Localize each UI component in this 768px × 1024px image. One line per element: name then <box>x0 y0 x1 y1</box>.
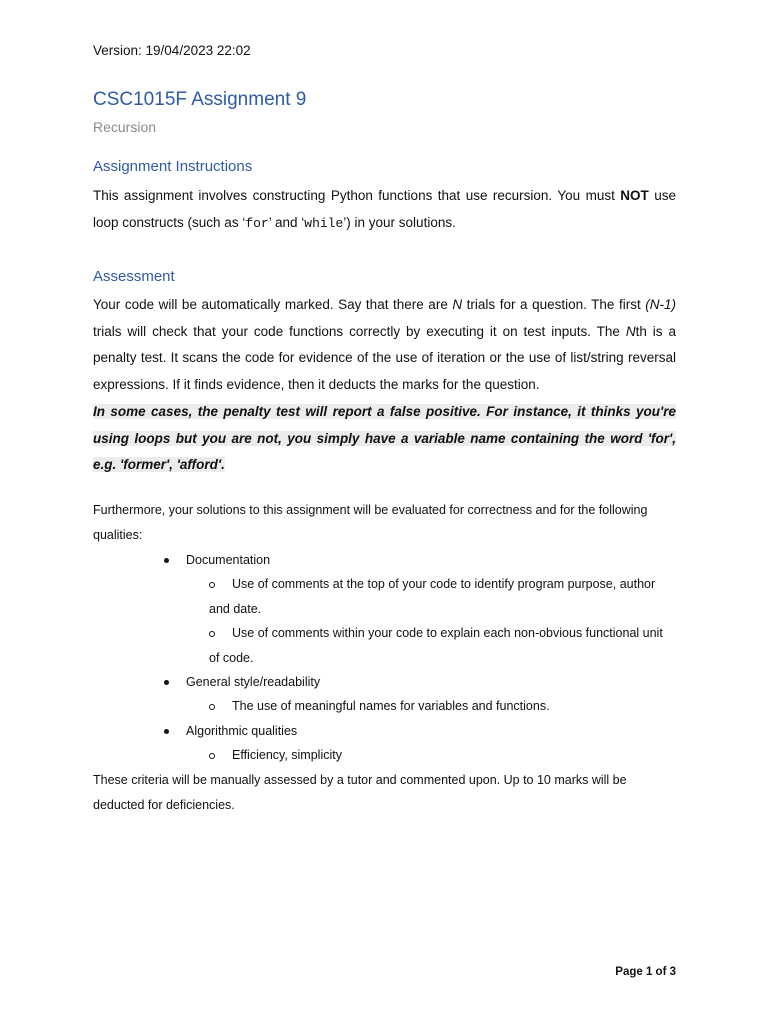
list-subitem: Use of comments at the top of your code to identify program purpose, author and date. <box>209 577 656 616</box>
document-subtitle: Recursion <box>93 119 157 135</box>
assessment-paragraph: Your code will be automatically marked. Say that there are N trials for a question. The first (N-1) trials will check that your code functions correctly by executing it on test inputs. The Nth is a penalty test. It scans the code for evidence of the use of iteration or the use of list/string reversal expressions. If it finds evidence, then it deducts the marks for the question. <box>93 297 677 393</box>
bullet-circle <box>209 704 215 710</box>
list-item-style: General style/readability <box>186 670 320 695</box>
penalty-warning: In some cases, the penalty test will report a false positive. For instance, it thinks you're using loops but you are not, you simply have a variable name containing the word 'for', e.g. 'former', 'afford'. <box>93 404 676 473</box>
page-number: Page 1 of 3 <box>615 966 676 978</box>
not-emphasis: NOT <box>620 188 649 203</box>
code-for: for <box>245 215 269 231</box>
closing-paragraph: These criteria will be manually assessed by a tutor and commented upon. Up to 10 marks will be deducted for deficiencies. <box>93 773 627 812</box>
list-subitem: Efficiency, simplicity <box>209 743 669 768</box>
code-while: while <box>304 215 344 231</box>
list-item-documentation: Documentation <box>186 548 270 573</box>
version-line: Version: 19/04/2023 22:02 <box>93 43 251 58</box>
assessment-heading: Assessment <box>93 268 175 285</box>
instructions-heading: Assignment Instructions <box>93 158 253 175</box>
bullet-circle <box>209 631 215 637</box>
bullet-circle <box>209 582 215 588</box>
bullet-circle <box>209 753 215 759</box>
list-subitem: Use of comments within your code to explain each non-obvious functional unit of code. <box>209 626 663 665</box>
list-subitem: The use of meaningful names for variables and functions. <box>209 694 669 719</box>
list-item-algorithmic: Algorithmic qualities <box>186 719 297 744</box>
instructions-paragraph: This assignment involves constructing Python functions that use recursion. You must NOT use loop constructs (such as ‘for’ and ‘while’) in your solutions. <box>93 188 676 231</box>
document-title: CSC1015F Assignment 9 <box>93 89 307 110</box>
bullet-dot <box>164 558 169 563</box>
bullet-dot <box>164 729 169 734</box>
bullet-dot <box>164 680 169 685</box>
qualities-intro: Furthermore, your solutions to this assignment will be evaluated for correctness and for the following qualities: <box>93 503 648 542</box>
